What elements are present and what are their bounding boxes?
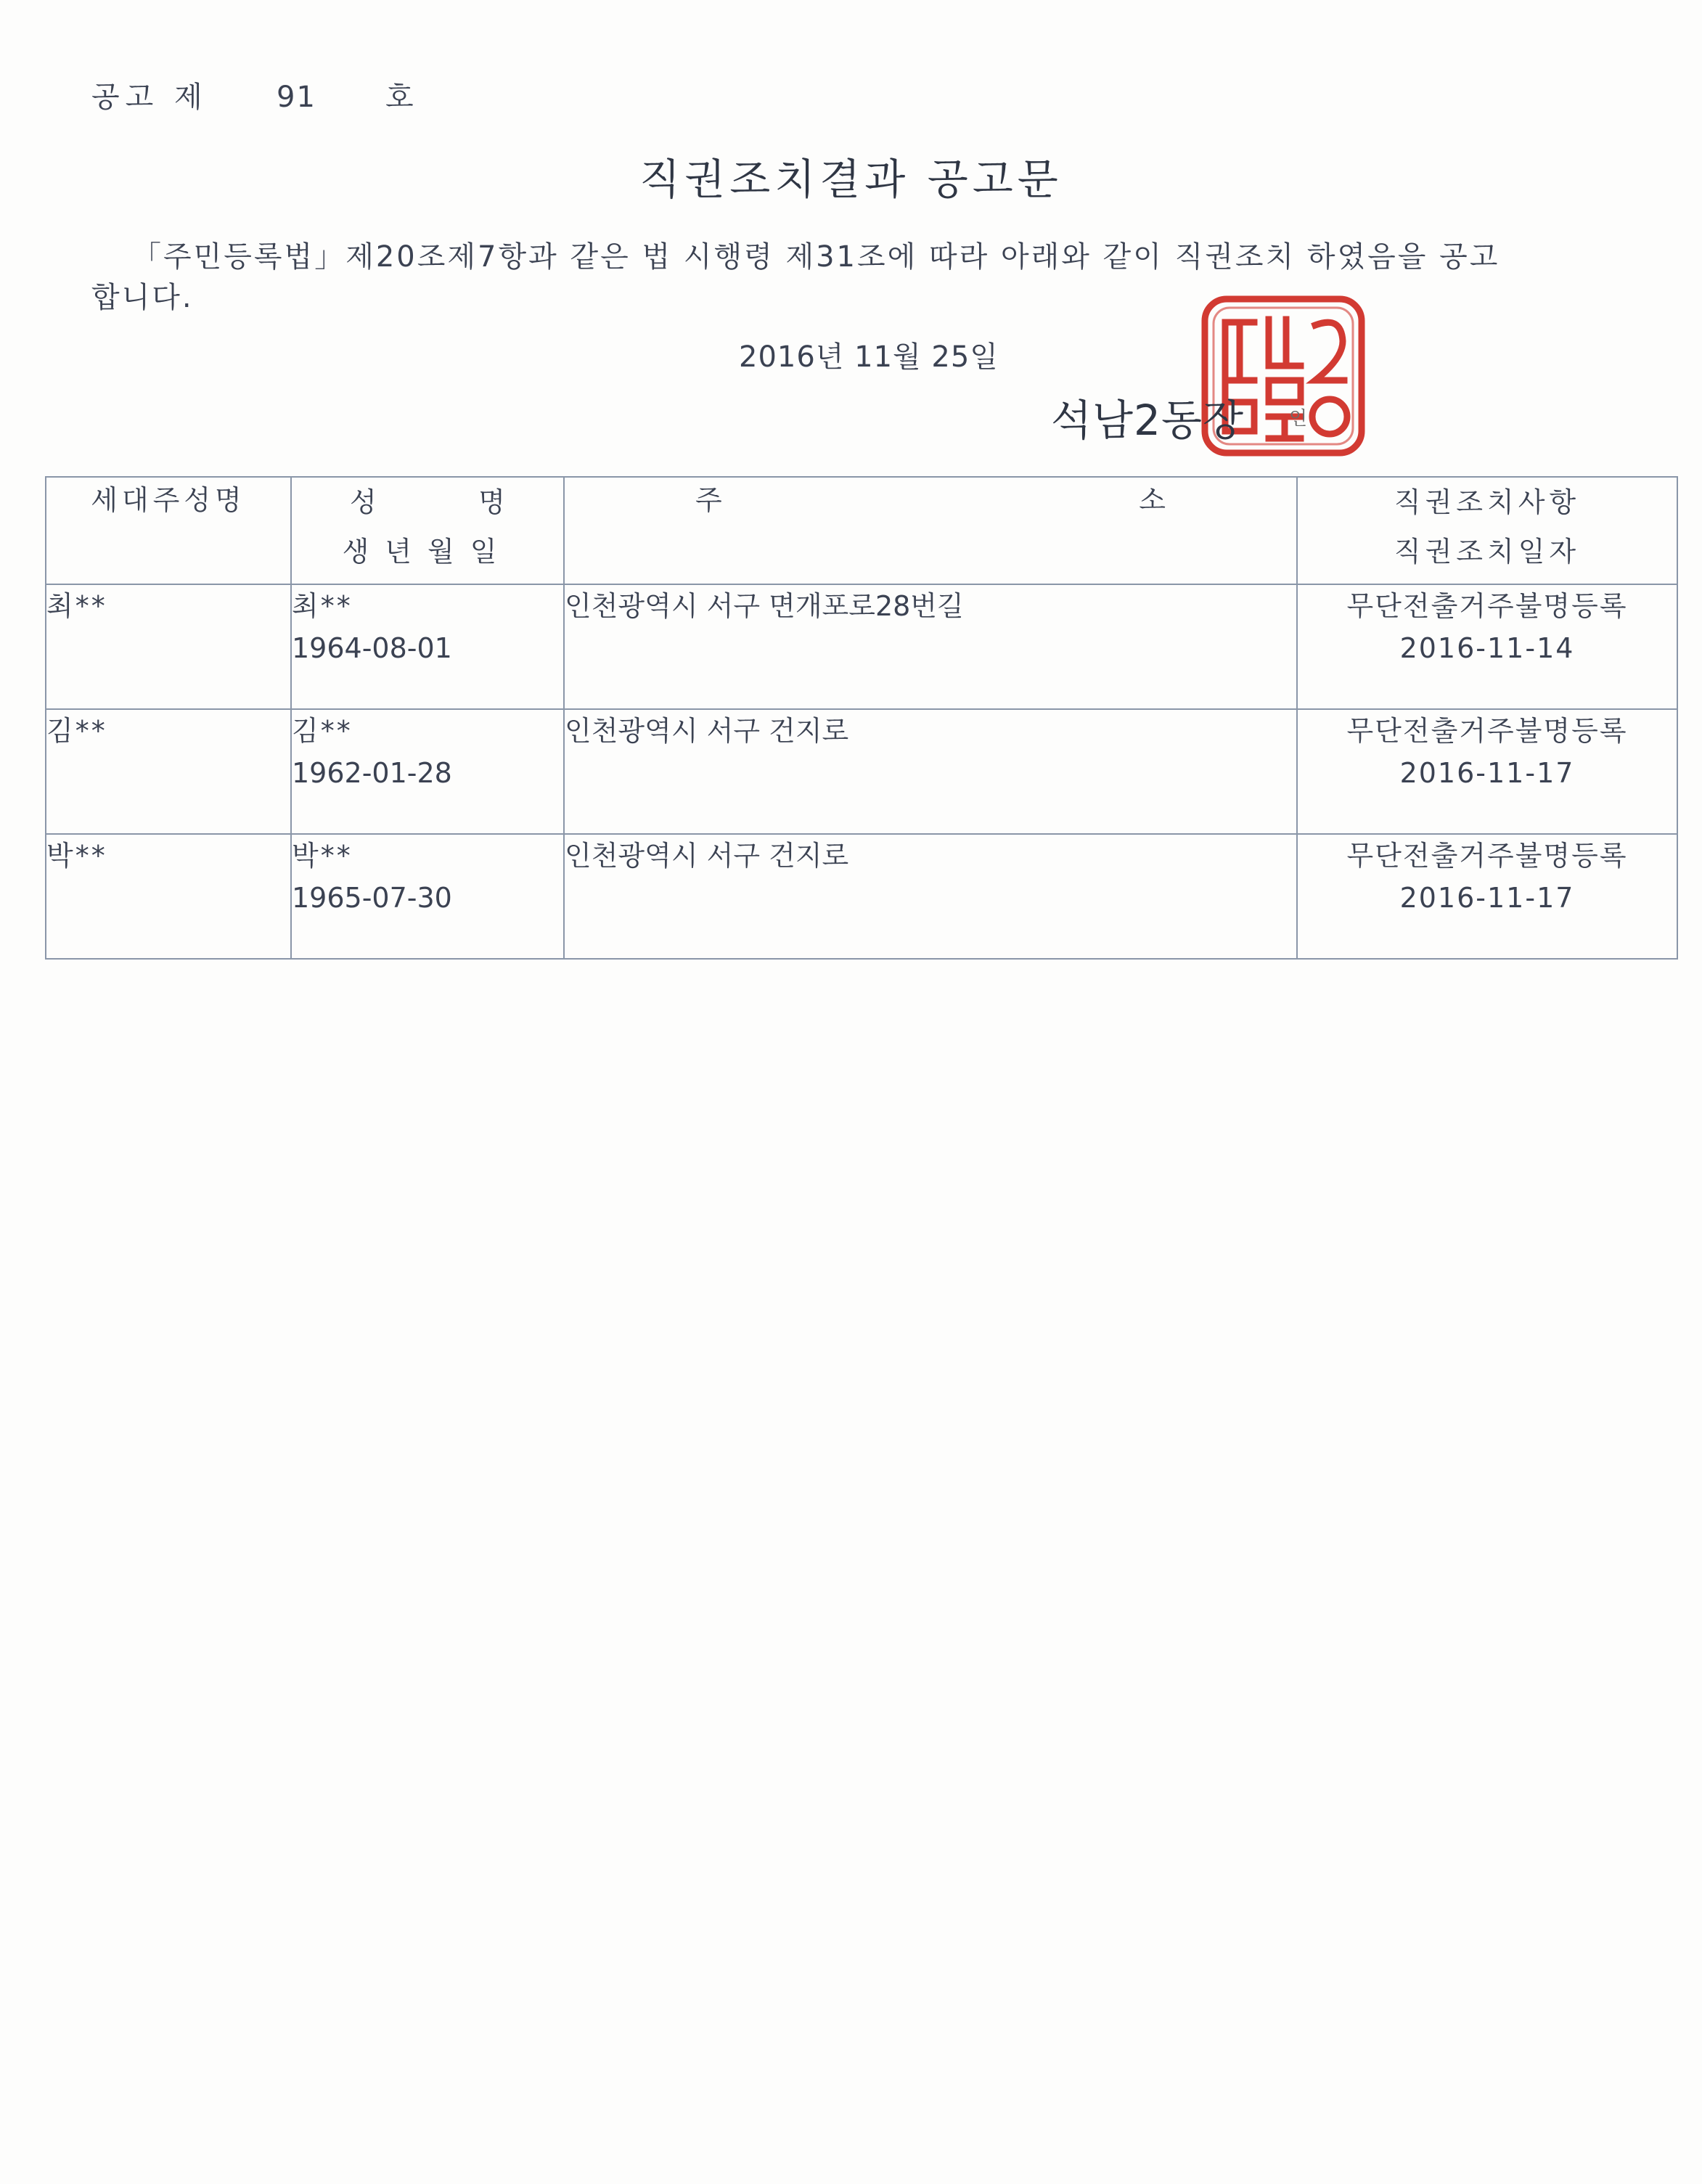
table-header-row	[46, 477, 1677, 584]
birth-date: 1964-08-01	[292, 632, 452, 664]
resident-name: 최**	[292, 590, 353, 622]
seal-mark: 인	[1289, 408, 1308, 430]
header-action-bottom: 직권조치일자	[1394, 536, 1581, 568]
document-title: 직권조치결과 공고문	[639, 155, 1063, 204]
notice-date: 2016년 11월 25일	[739, 340, 999, 374]
header-birth: 생년월일	[342, 536, 513, 568]
notice-number: 91	[277, 81, 316, 114]
action-cell	[1297, 709, 1677, 834]
action-cell	[1297, 834, 1677, 959]
header-name-birth	[291, 477, 564, 584]
notice-body: 「주민등록법」제20조제7항과 같은 법 시행령 제31조에 따라 아래와 같이 직권조치 하였음을 공고합니다.	[91, 240, 1500, 314]
notice-label: 공고 제	[91, 81, 208, 114]
householder-cell: 김**	[46, 709, 291, 834]
header-address-a: 주	[695, 484, 722, 516]
householder-cell: 최**	[46, 584, 291, 709]
header-action	[1297, 477, 1677, 584]
action-cell	[1297, 584, 1677, 709]
table-row	[46, 834, 1677, 959]
header-name-a: 성	[350, 486, 377, 518]
header-action-top: 직권조치사항	[1394, 486, 1581, 518]
birth-date: 1962-01-28	[292, 757, 452, 789]
name-birth-cell	[291, 709, 564, 834]
notice-number-line	[91, 74, 420, 115]
action-date: 2016-11-17	[1399, 757, 1575, 789]
action-type: 무단전출거주불명등록	[1346, 590, 1628, 622]
action-date: 2016-11-17	[1399, 882, 1575, 914]
birth-date: 1965-07-30	[292, 882, 452, 914]
resident-name: 김**	[292, 715, 353, 747]
table-row	[46, 709, 1677, 834]
address-cell: 인천광역시 서구 면개포로28번길	[564, 584, 1297, 709]
name-birth-cell	[291, 834, 564, 959]
signatory: 석남2동장	[1051, 396, 1245, 445]
header-householder: 세대주성명	[46, 477, 291, 584]
address-cell: 인천광역시 서구 건지로	[564, 834, 1297, 959]
action-type: 무단전출거주불명등록	[1346, 840, 1628, 872]
action-type: 무단전출거주불명등록	[1346, 715, 1628, 747]
name-birth-cell	[291, 584, 564, 709]
resident-name: 박**	[292, 840, 353, 872]
records-table	[45, 476, 1678, 960]
table-row	[46, 584, 1677, 709]
address-cell: 인천광역시 서구 건지로	[564, 709, 1297, 834]
header-name-b: 명	[478, 486, 505, 518]
householder-cell: 박**	[46, 834, 291, 959]
header-address	[564, 477, 1297, 584]
header-address-b: 소	[1139, 484, 1166, 516]
action-date: 2016-11-14	[1399, 632, 1575, 664]
notice-suffix: 호	[385, 81, 420, 114]
